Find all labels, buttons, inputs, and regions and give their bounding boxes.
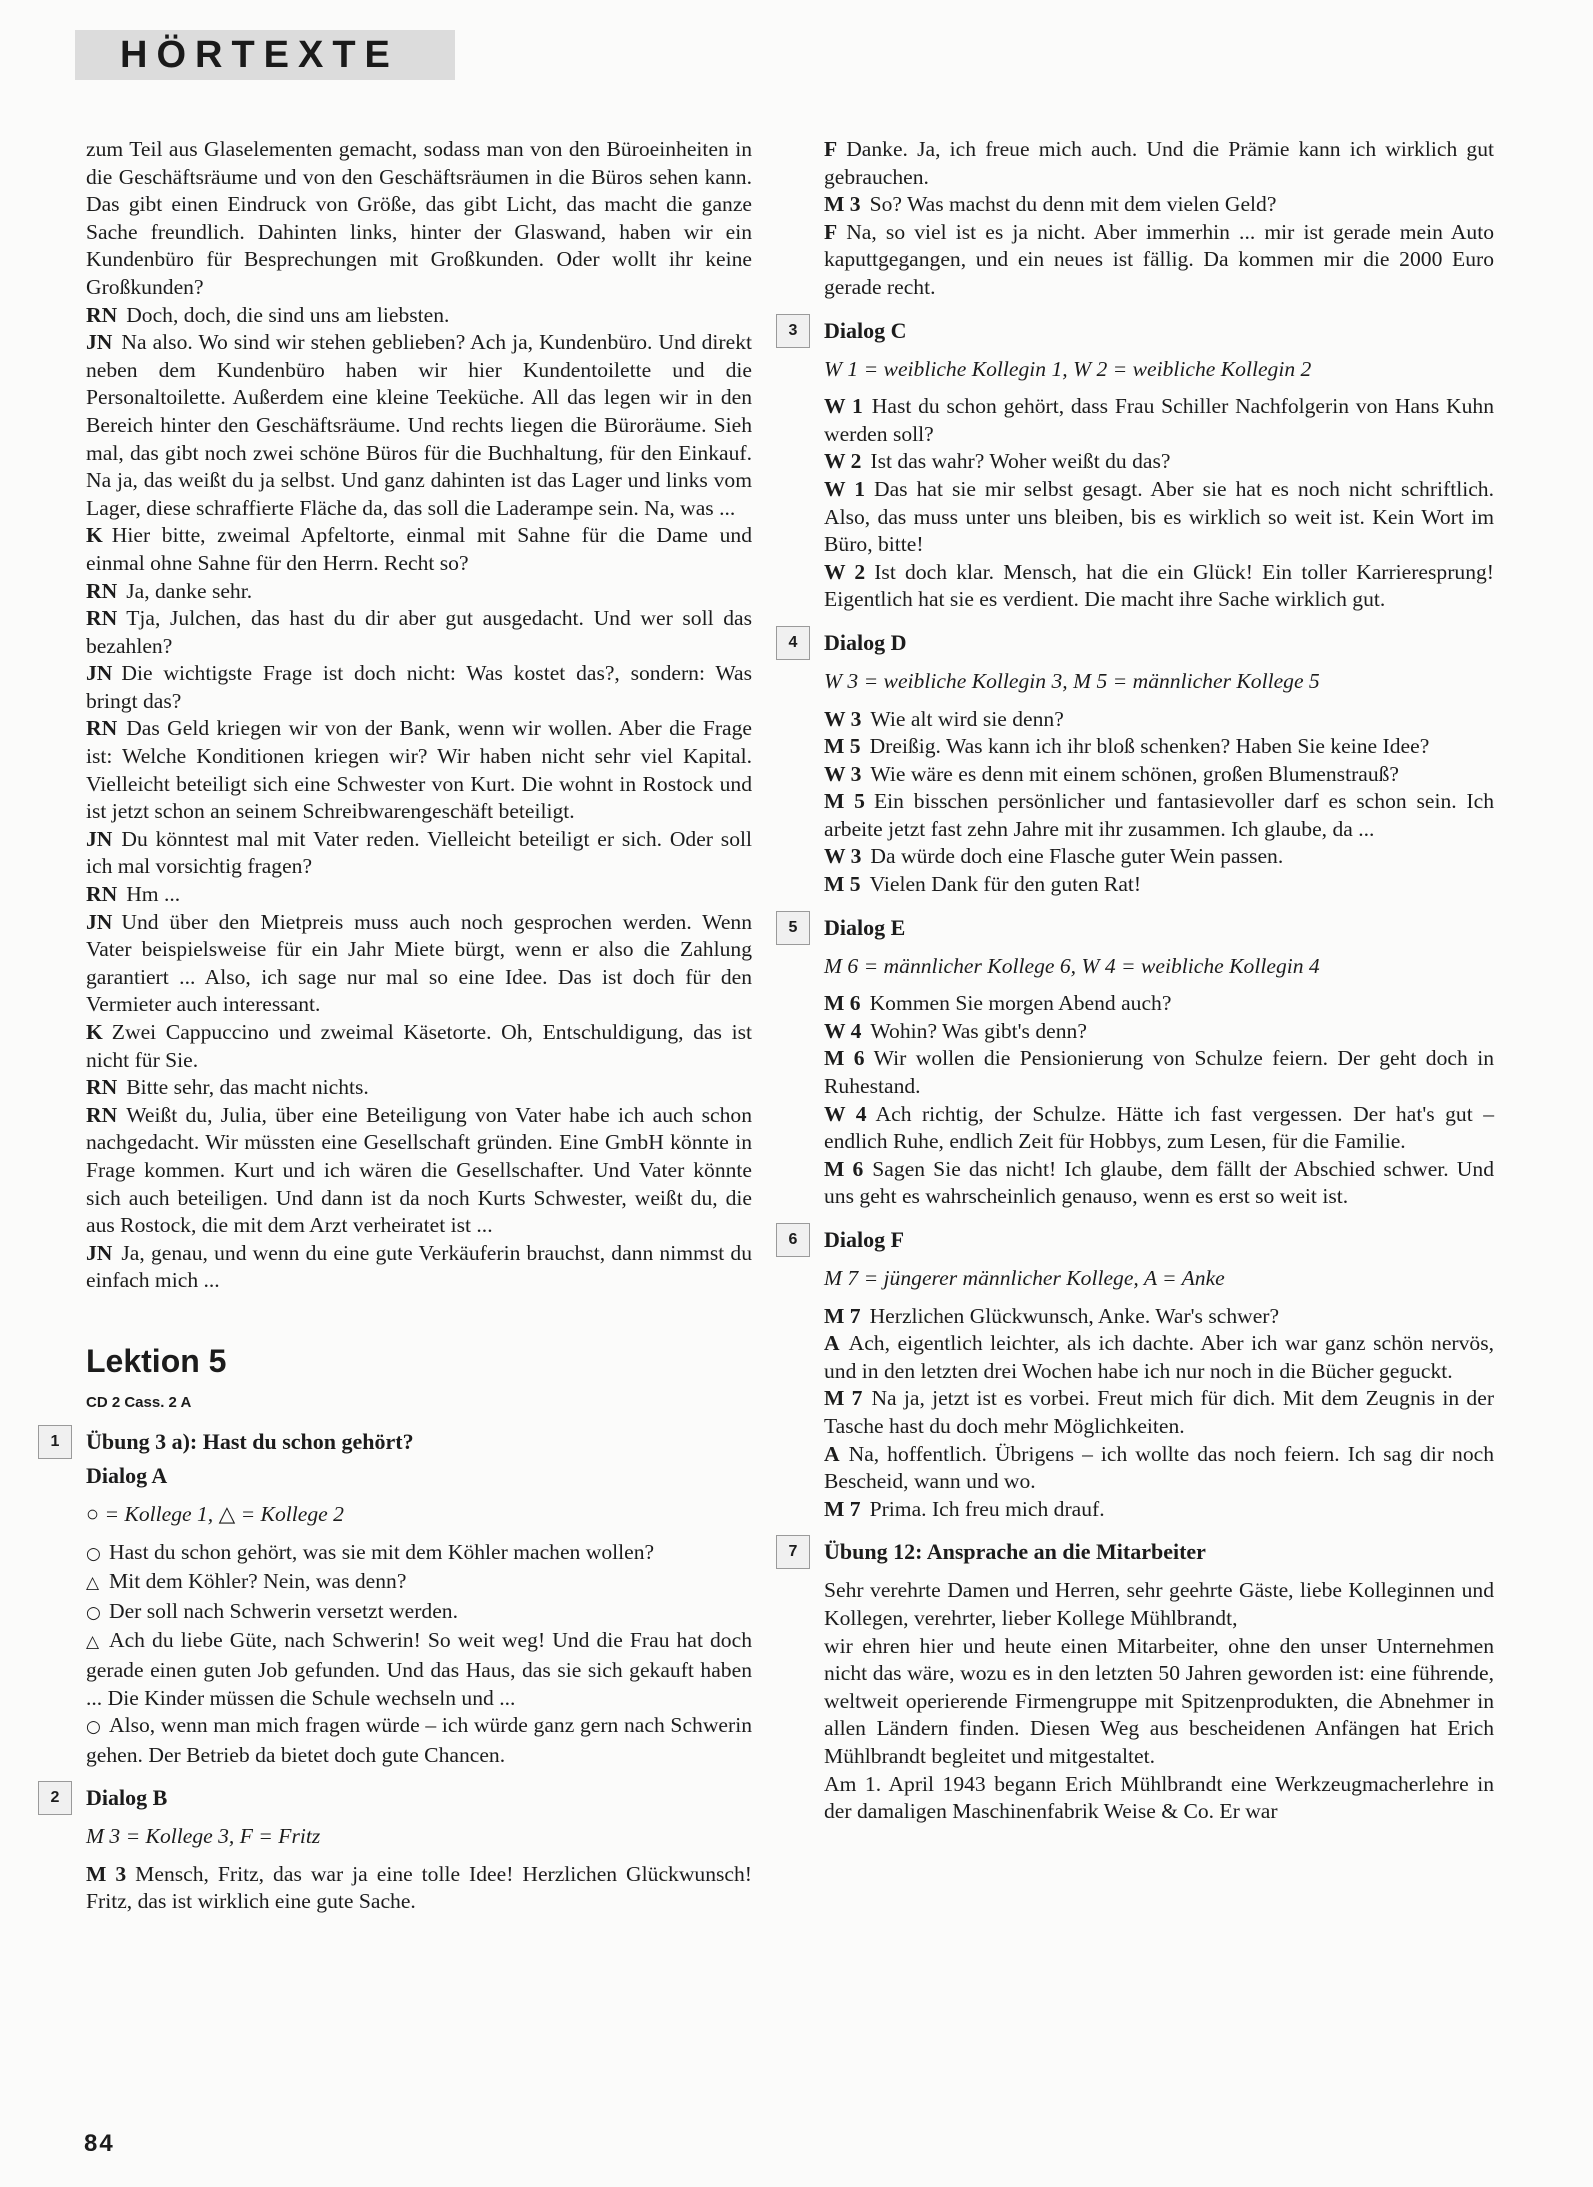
section-1	[50, 1427, 752, 1769]
speaker-label: M 7	[824, 1386, 863, 1411]
speaker-label: RN	[86, 578, 118, 603]
page-title: HÖRTEXTE	[120, 34, 399, 76]
line-text: Das hat sie mir selbst gesagt. Aber sie hat es noch nicht schriftlich. Also, das muss unter uns bleiben, bis es wirklich so weit ist. Kein Wort im Büro, bitte!	[824, 476, 1494, 557]
line-text: Die wichtigste Frage ist doch nicht: Was kostet das?, sondern: Was bringt das?	[86, 661, 752, 713]
section-title: Dialog B	[86, 1785, 168, 1811]
line-text: Na ja, jetzt ist es vorbei. Freut mich für dich. Mit dem Zeugnis in der Tasche hast du doch mehr Möglichkeiten.	[824, 1386, 1495, 1438]
line-text: Bitte sehr, das macht nichts.	[126, 1075, 369, 1100]
line-text: Da würde doch eine Flasche guter Wein passen.	[870, 844, 1284, 869]
dialog-line	[86, 1539, 752, 1569]
line-text: Weißt du, Julia, über eine Beteiligung von Vater habe ich auch schon nachgedacht. Wir müssten eine Gesellschaft gründen. Eine GmbH könnte in Frage kommen. Kurt und ich wären die Gesellschafter. Und Vater könnte sich auch beteiligen. Und dann ist da noch Kurts Schwester, weißt du, die aus Rostock, die mit dem Arzt verheiratet ist ...	[86, 1102, 752, 1238]
section-2	[50, 1783, 752, 1916]
dialog-lines	[86, 1539, 752, 1770]
dialog-line	[824, 706, 1494, 734]
speaker-label: A	[824, 1441, 840, 1466]
speaker-label: JN	[86, 826, 113, 851]
section-5	[788, 913, 1495, 1211]
speaker-legend: M 7 = jüngerer männlicher Kollege, A = Anke	[824, 1266, 1225, 1290]
lesson-heading: Lektion 5	[86, 1342, 227, 1379]
line-text: Wie wäre es denn mit einem schönen, großen Blumenstrauß?	[870, 761, 1400, 786]
dialog-line	[86, 522, 752, 577]
dialog-line	[86, 578, 752, 606]
speaker-label: W 3	[824, 844, 862, 869]
line-text: Wir wollen die Pensionierung von Schulze feiern. Der geht doch in Ruhestand.	[824, 1046, 1494, 1099]
dialog-lines	[824, 990, 1494, 1211]
section-6	[788, 1225, 1495, 1523]
line-text: Mit dem Köhler? Nein, was denn?	[109, 1569, 407, 1594]
speaker-symbol: ○	[86, 1717, 101, 1738]
dialog-line	[86, 909, 752, 1019]
dialog-line	[86, 1861, 752, 1916]
dialog-line	[824, 136, 1494, 191]
line-text: zum Teil aus Glaselementen gemacht, sodass man von den Büroeinheiten in die Geschäftsräume und von den Geschäftsräumen in die Büros sehen kann. Das gibt einen Eindruck von Größe, das gibt Licht, das macht die ganze Sache freundlich. Dahinten links, hinter der Glaswand, haben wir ein Kundenbüro für Besprechungen mit Großkunden. Oder wollt ihr keine Großkunden?	[86, 137, 752, 299]
dialog-line	[824, 1385, 1494, 1440]
dialog-line	[86, 715, 752, 825]
dialog-line	[824, 990, 1494, 1018]
dialog-line	[824, 1441, 1494, 1496]
dialog-line	[824, 191, 1494, 219]
line-text: Sagen Sie das nicht! Ich glaube, dem fällt der Abschied schwer. Und uns geht es wahrscheinlich genauso, wenn es erst so weit ist.	[824, 1156, 1494, 1209]
dialog-line	[86, 1627, 752, 1712]
dialog-line	[86, 660, 752, 715]
dialog-line	[86, 826, 752, 881]
speaker-legend: M 3 = Kollege 3, F = Fritz	[86, 1824, 321, 1849]
speaker-symbol: △	[86, 1573, 100, 1594]
track-number-6: 6	[776, 1223, 810, 1257]
section-title: Dialog D	[824, 629, 907, 655]
speaker-label: JN	[86, 1240, 113, 1265]
dialog-line	[824, 1045, 1494, 1100]
dialog-lines	[86, 1861, 752, 1916]
section-title: Übung 12: Ansprache an die Mitarbeiter	[824, 1539, 1206, 1565]
line-text: Ist das wahr? Woher weißt du das?	[870, 449, 1171, 474]
dialog-lines	[824, 706, 1494, 899]
dialog-line	[824, 393, 1494, 448]
dialog-line	[824, 788, 1494, 843]
line-text: Ach du liebe Güte, nach Schwerin! So weit weg! Und die Frau hat doch gerade einen guten Job gefunden. Und das Haus, das sie sich gekauft haben ... Die Kinder müssen die Schule wechseln und ...	[86, 1628, 752, 1710]
line-text: So? Was machst du denn mit dem vielen Geld?	[869, 192, 1277, 217]
dialog-line	[86, 1019, 752, 1074]
dialog-line	[86, 1568, 752, 1598]
dialog-line	[824, 1496, 1494, 1524]
speaker-legend: ○ = Kollege 1, △ = Kollege 2	[86, 1501, 344, 1526]
speaker-label: K	[86, 1020, 103, 1044]
dialog-line	[824, 476, 1494, 559]
speaker-label: M 5	[824, 789, 865, 814]
dialog-line	[86, 329, 752, 522]
dialog-line	[824, 219, 1494, 302]
right-column	[788, 136, 1495, 1826]
line-text: Ist doch klar. Mensch, hat die ein Glück! Ein toller Karrieresprung! Eigentlich hat sie es verdient. Die macht ihre Sache wirklich gut.	[824, 559, 1494, 612]
speaker-label: W 4	[824, 1101, 867, 1126]
speaker-label: RN	[86, 882, 118, 907]
speaker-label: W 2	[824, 559, 866, 584]
speaker-label: RN	[86, 606, 118, 631]
track-number-7: 7	[776, 1535, 810, 1569]
line-text: Prima. Ich freu mich drauf.	[869, 1496, 1105, 1521]
speaker-label: F	[824, 137, 838, 161]
section-title: Dialog E	[824, 914, 906, 940]
dialog-line	[86, 302, 752, 330]
section-3	[788, 316, 1494, 614]
line-text: Hier bitte, zweimal Apfeltorte, einmal mit Sahne für die Dame und einmal ohne Sahne für den Herrn. Recht so?	[86, 523, 752, 575]
line-text: Hm ...	[126, 882, 181, 907]
speaker-legend: W 3 = weibliche Kollegin 3, M 5 = männlicher Kollege 5	[824, 668, 1320, 693]
dialog-line	[824, 871, 1494, 899]
speaker-label: M 5	[824, 872, 861, 897]
line-text: Ja, danke sehr.	[126, 578, 253, 603]
speaker-label: M 5	[824, 734, 861, 759]
speaker-label: M 6	[824, 1156, 864, 1181]
line-text: Zwei Cappuccino und zweimal Käsetorte. Oh, Entschuldigung, das ist nicht für Sie.	[86, 1020, 752, 1072]
line-text: Hast du schon gehört, dass Frau Schiller Nachfolgerin von Hans Kuhn werden soll?	[824, 394, 1494, 446]
dialog-line	[86, 605, 752, 660]
dialog-line	[86, 136, 752, 302]
speaker-legend: W 1 = weibliche Kollegin 1, W 2 = weibliche Kollegin 2	[824, 356, 1312, 381]
line-text: Mensch, Fritz, das war ja eine tolle Idee! Herzlichen Glückwunsch! Fritz, das ist wirklich eine gute Sache.	[86, 1861, 752, 1914]
line-text: Also, wenn man mich fragen würde – ich würde ganz gern nach Schwerin gehen. Der Betrieb da bietet doch gute Chancen.	[86, 1713, 752, 1767]
line-text: Tja, Julchen, das hast du dir aber gut ausgedacht. Und wer soll das bezahlen?	[86, 606, 752, 658]
line-text: Na also. Wo sind wir stehen geblieben? Ach ja, Kundenbüro. Und direkt neben dem Kundenbüro haben wir hier Kundentoilette und die Personaltoilette. Außerdem eine kleine Teeküche. All das legen wir in den Bereich hinter den Geschäftsräume. Und rechts liegen die Büroräume. Sieh mal, das gibt noch zwei schöne Büros für die Buchhaltung, für den Einkauf. Na ja, das weißt du ja selbst. Und ganz dahinten ist das Lager und links vom Lager, diese schraffierte Fläche da, das soll die Laderampe sein. Na, was ...	[86, 330, 752, 520]
line-text: Das Geld kriegen wir von der Bank, wenn wir wollen. Aber die Frage ist: Welche Konditionen kriegen wir? Wir haben nicht sehr viel Kapital. Vielleicht beteiligt sich eine Schwester von Kurt. Die wohnt in Rostock und ist jetzt schon an seinem Schreibwarengeschäft beteiligt.	[86, 716, 752, 824]
dialog-line	[824, 1156, 1494, 1211]
dialog-line	[824, 761, 1494, 789]
left-column	[50, 136, 752, 1916]
speaker-label: W 2	[824, 449, 862, 474]
speaker-label: JN	[86, 330, 113, 355]
dialog-line	[86, 1102, 752, 1240]
speech-paragraph: Sehr verehrte Damen und Herren, sehr geehrte Gäste, liebe Kolleginnen und Kollegen, verehrter, lieber Kollege Mühlbrandt,	[824, 1578, 1494, 1630]
speaker-symbol: △	[86, 1632, 100, 1653]
page-number: 84	[84, 2130, 115, 2157]
speaker-label: K	[86, 523, 103, 548]
speaker-label: M 3	[824, 192, 861, 217]
line-text: Der soll nach Schwerin versetzt werden.	[109, 1598, 458, 1623]
dialog-line	[824, 733, 1494, 761]
section-title: Übung 3 a): Hast du schon gehört?	[86, 1428, 414, 1454]
dialog-line	[86, 1712, 752, 1769]
speaker-label: M 7	[824, 1496, 861, 1521]
speaker-legend: M 6 = männlicher Kollege 6, W 4 = weibliche Kollegin 4	[824, 953, 1320, 978]
speaker-label: M 6	[824, 991, 861, 1016]
line-text: Doch, doch, die sind uns am liebsten.	[126, 302, 450, 327]
dialog-continuation	[824, 136, 1494, 302]
track-number-2: 2	[38, 1781, 72, 1815]
track-number-4: 4	[776, 626, 810, 660]
line-text: Ach richtig, der Schulze. Hätte ich fast vergessen. Der hat's gut – endlich Ruhe, endlich Zeit für Hobbys, zum Lesen, für die Familie.	[824, 1101, 1495, 1154]
line-text: Vielen Dank für den guten Rat!	[869, 872, 1142, 897]
line-text: Hast du schon gehört, was sie mit dem Köhler machen wollen?	[109, 1539, 655, 1564]
speaker-symbol: ○	[86, 1602, 101, 1623]
dialog-line	[824, 559, 1494, 614]
speaker-label: JN	[86, 909, 113, 934]
section-title: Dialog C	[824, 317, 907, 343]
line-text: Wohin? Was gibt's denn?	[870, 1018, 1087, 1043]
cd-reference: CD 2 Cass. 2 A	[86, 1393, 192, 1411]
dialog-line	[824, 1018, 1494, 1046]
speaker-label: A	[824, 1331, 840, 1356]
track-number-5: 5	[776, 911, 810, 945]
track-number-3: 3	[776, 314, 810, 348]
speaker-label: RN	[86, 302, 118, 327]
dialog-line	[86, 1074, 752, 1102]
speech-paragraph: Am 1. April 1943 begann Erich Mühlbrandt eine Werkzeugmacherlehre in der damaligen Maschinenfabrik Weise & Co. Er war	[824, 1771, 1494, 1824]
speaker-label: W 3	[824, 761, 862, 786]
speaker-label: W 4	[824, 1018, 862, 1043]
speaker-label: JN	[86, 661, 113, 686]
track-number-1: 1	[38, 1425, 72, 1459]
section-7	[788, 1537, 1494, 1825]
speaker-label: M 7	[824, 1303, 861, 1328]
line-text: Ein bisschen persönlicher und fantasievoller darf es schon sein. Ich arbeite jetzt fast zehn Jahre mit ihr zusammen. Ich glaube, da ...	[824, 789, 1495, 841]
line-text: Du könntest mal mit Vater reden. Vielleicht beteiligt er sich. Oder soll ich mal vorsichtig fragen?	[86, 826, 752, 879]
speaker-label: RN	[86, 1075, 118, 1100]
dialog-lines	[824, 393, 1494, 614]
line-text: Kommen Sie morgen Abend auch?	[869, 991, 1172, 1016]
dialog-line	[824, 448, 1494, 476]
line-text: Ach, eigentlich leichter, als ich dachte. Aber ich war ganz schön nervös, und in den letzten drei Wochen habe ich nur noch in die Bücher geguckt.	[824, 1331, 1494, 1383]
speaker-label: M 3	[86, 1861, 127, 1886]
dialog-line	[824, 843, 1494, 871]
dialog-line	[824, 1330, 1494, 1385]
section-title: Dialog F	[824, 1227, 905, 1252]
dialog-line	[86, 1598, 752, 1628]
dialog-continuation	[86, 136, 752, 1295]
dialog-title: Dialog A	[86, 1462, 168, 1488]
speaker-label: RN	[86, 716, 118, 741]
speaker-label: W 1	[824, 394, 863, 419]
speaker-label: F	[824, 219, 838, 244]
line-text: Na, so viel ist es ja nicht. Aber immerhin ... mir ist gerade mein Auto kaputtgegangen, und ein neues ist fällig. Da kommen mir die 2000 Euro gerade recht.	[824, 219, 1494, 299]
dialog-line	[86, 881, 752, 909]
line-text: Ja, genau, und wenn du eine gute Verkäuferin brauchst, dann nimmst du einfach mich ...	[86, 1240, 752, 1293]
dialog-line	[824, 1303, 1494, 1331]
line-text: Na, hoffentlich. Übrigens – ich wollte das noch feiern. Ich sag dir noch Bescheid, wann und wo.	[824, 1441, 1494, 1494]
speaker-symbol: ○	[86, 1543, 101, 1564]
line-text: Herzlichen Glückwunsch, Anke. War's schwer?	[869, 1303, 1280, 1328]
speaker-label: M 6	[824, 1046, 865, 1071]
speaker-label: W 1	[824, 476, 865, 501]
speech-paragraph: wir ehren hier und heute einen Mitarbeiter, ohne den unser Unternehmen nicht das wäre, wozu es in den letzten 50 Jahren geworden ist: eine führende, weltweit operierende Firmengruppe mit Spitzenprodukten, die Abnehmer in allen Ländern finden. Diesen Weg aus bescheidenen Anfängen hat Erich Mühlbrandt begleitet und mitgestaltet.	[824, 1633, 1494, 1768]
line-text: Danke. Ja, ich freue mich auch. Und die Prämie kann ich wirklich gut gebrauchen.	[824, 137, 1494, 189]
dialog-line	[86, 1240, 752, 1295]
dialog-line	[824, 1101, 1494, 1156]
speaker-label: RN	[86, 1102, 118, 1127]
line-text: Dreißig. Was kann ich ihr bloß schenken? Haben Sie keine Idee?	[869, 734, 1430, 759]
line-text: Wie alt wird sie denn?	[870, 706, 1064, 731]
section-4	[788, 628, 1495, 899]
line-text: Und über den Mietpreis muss auch noch gesprochen werden. Wenn Vater beispielsweise für ein Jahr Miete bürgt, wenn er also die Zahlung garantiert ... Also, ich sage nur mal so eine Idee. Das ist doch für den Vermieter auch interessant.	[86, 909, 752, 1017]
speaker-label: W 3	[824, 706, 862, 731]
dialog-lines	[824, 1303, 1494, 1524]
